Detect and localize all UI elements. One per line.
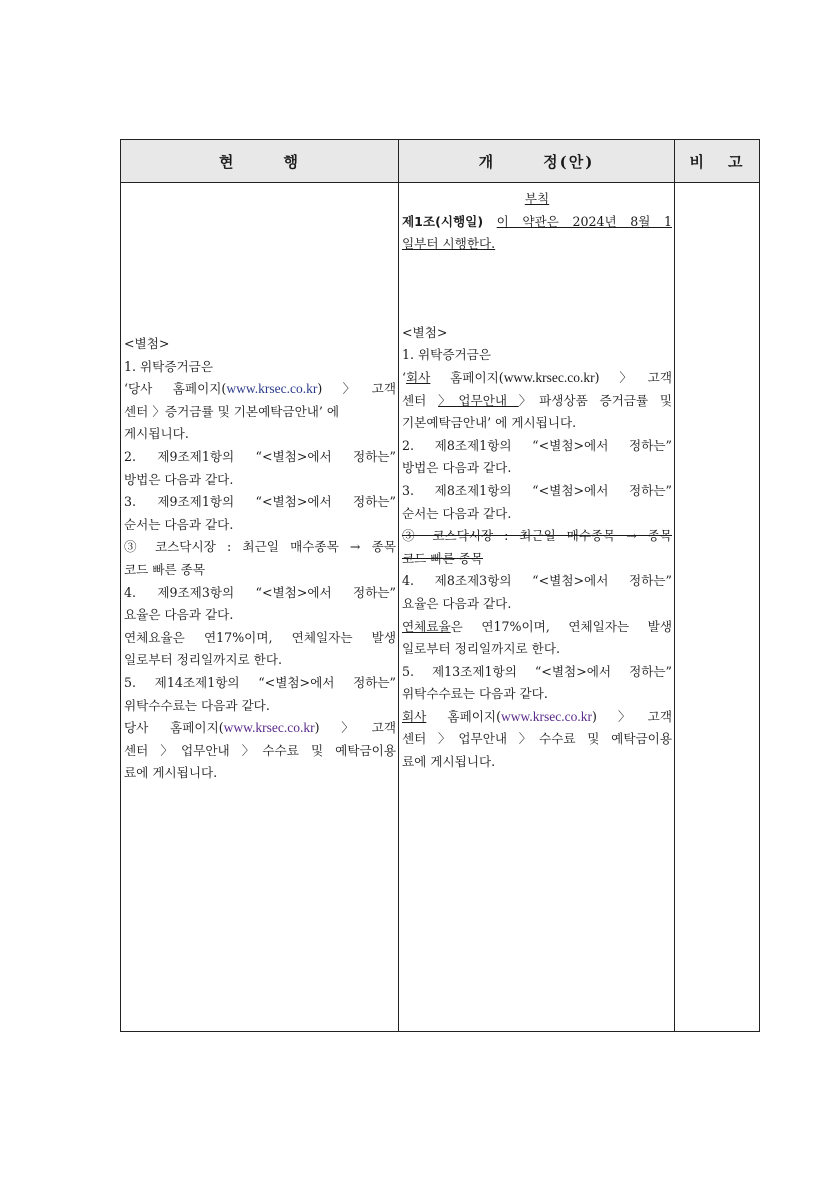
current-line: 2. 제9조제1항의 “<별첨>에서 정하는” [124, 448, 396, 464]
current-column [121, 183, 399, 1032]
current-line: <별첨> [124, 336, 170, 351]
revised-line: 위탁수수료는 다음과 같다. [402, 686, 548, 702]
current-line: 3. 제9조제1항의 “<별첨>에서 정하는” [124, 494, 396, 510]
revised-text-frag: 은 연17%이며, 연체일자는 발생 [450, 618, 672, 634]
revised-line: 센터 〉업무안내 〉수수료 및 예탁금이용 [402, 731, 672, 747]
revised-deleted-line: ③ 코스닥시장 : 최근일 매수종목 → 종목 [402, 528, 672, 544]
current-line: 센터 〉업무안내 〉수수료 및 예탁금이용 [124, 742, 396, 758]
revised-text-frag: 홈페이지( [430, 369, 504, 385]
current-line: 5. 제14조제1항의 “<별첨>에서 정하는” [124, 674, 396, 690]
revised-line: 4. 제8조제3항의 “<별첨>에서 정하는” [402, 573, 672, 589]
note-column [675, 183, 760, 1032]
current-text-frag: ) 〉고객 [317, 381, 396, 397]
revised-text-frag: 〉파생상품 증거금률 및 [518, 392, 673, 408]
current-line: 연체요율은 연17%이며, 연체일자는 발생 [124, 629, 396, 645]
current-text-frag: ‘당사 홈페이지( [124, 381, 227, 397]
comparison-table [120, 139, 760, 1032]
current-line: 방법은 다음과 같다. [124, 471, 234, 487]
revised-line [399, 706, 674, 729]
current-line: ③ 코스닥시장 : 최근일 매수종목 → 종목 [124, 539, 396, 555]
supplement-title-text: 부칙 [524, 191, 550, 206]
revised-text-frag: ‘ [402, 369, 407, 385]
revised-line [399, 616, 674, 639]
body-row [121, 183, 760, 1032]
revised-url: www.krsec.co.kr [503, 369, 595, 385]
header-revised [399, 140, 675, 183]
revised-text-frag: ) 〉고객 [594, 369, 672, 385]
current-line [121, 378, 398, 401]
revised-line: 3. 제8조제1항의 “<별첨>에서 정하는” [402, 482, 672, 498]
header-note [675, 140, 760, 183]
revised-text-frag: 홈페이지( [426, 708, 502, 724]
revised-text [399, 183, 674, 774]
revised-line [399, 367, 674, 390]
current-line: 요율은 다음과 같다. [124, 607, 234, 623]
revised-line: 일로부터 정리일까지로 한다. [402, 641, 560, 657]
supplement-title [399, 188, 674, 211]
current-line: 센터 〉증거금률 및 기본예탁금안내’ 에 [124, 403, 340, 419]
revised-changed-text: 〉업무안내 [438, 392, 519, 408]
revised-line: 5. 제13조제1항의 “<별첨>에서 정하는” [402, 663, 672, 679]
current-line: 4. 제9조제3항의 “<별첨>에서 정하는” [124, 584, 396, 600]
header-current [121, 140, 399, 183]
header-current-label-a: 현 [219, 152, 236, 171]
article-text: 일부터 시행한다. [402, 236, 496, 252]
revised-changed-text: 회사 [406, 369, 431, 385]
revised-text-frag: ) 〉고객 [591, 708, 672, 724]
revised-deleted-line-wrap [399, 548, 674, 571]
current-text-frag: 당사 홈페이지( [124, 720, 224, 736]
header-revised-label-b: 정(안) [543, 152, 595, 171]
revised-changed-text: 연체료율 [402, 618, 451, 634]
article-label: 제1조(시행일) [402, 213, 484, 229]
current-text-frag: ) 〉고객 [314, 720, 396, 736]
revised-line: 2. 제8조제1항의 “<별첨>에서 정하는” [402, 437, 672, 453]
revised-line: <별첨> [402, 324, 448, 340]
revised-changed-text: 회사 [402, 708, 427, 724]
revised-line: 방법은 다음과 같다. [402, 460, 512, 476]
header-note-label-b: 고 [728, 152, 745, 171]
current-line: 1. 위탁증거금은 [124, 358, 214, 374]
revised-deleted-text: 코드 빠른 종목 [402, 550, 483, 566]
revised-line [399, 211, 674, 234]
header-row [121, 140, 760, 183]
revised-line [399, 390, 674, 413]
current-line: 게시됩니다. [124, 426, 189, 442]
revised-text-frag: 센터 [402, 392, 439, 408]
revised-line: 순서는 다음과 같다. [402, 505, 512, 521]
revised-column [399, 183, 675, 1032]
article-text: 이 약관은 2024년 8월 1 [496, 213, 672, 229]
revised-url: www.krsec.co.kr [501, 708, 592, 724]
current-line: 코드 빠른 종목 [124, 561, 205, 577]
current-line: 일로부터 정리일까지로 한다. [124, 652, 282, 668]
header-note-label-a: 비 [689, 152, 706, 171]
revised-line: 요율은 다음과 같다. [402, 595, 512, 611]
current-url: www.krsec.co.kr [223, 720, 315, 736]
revised-line: 기본예탁금안내’ 에 게시됩니다. [402, 415, 577, 431]
current-line: 순서는 다음과 같다. [124, 516, 234, 532]
current-line [121, 717, 398, 740]
current-text [121, 183, 398, 785]
current-line: 위탁수수료는 다음과 같다. [124, 697, 270, 713]
current-url: www.krsec.co.kr [226, 381, 318, 397]
revised-line: 료에 게시됩니다. [402, 754, 496, 770]
revised-line: 1. 위탁증거금은 [402, 347, 492, 363]
revised-line [399, 233, 674, 256]
current-line: 료에 게시됩니다. [124, 765, 218, 781]
header-revised-label-a: 개 [478, 152, 496, 171]
header-current-label-b: 행 [283, 152, 300, 171]
